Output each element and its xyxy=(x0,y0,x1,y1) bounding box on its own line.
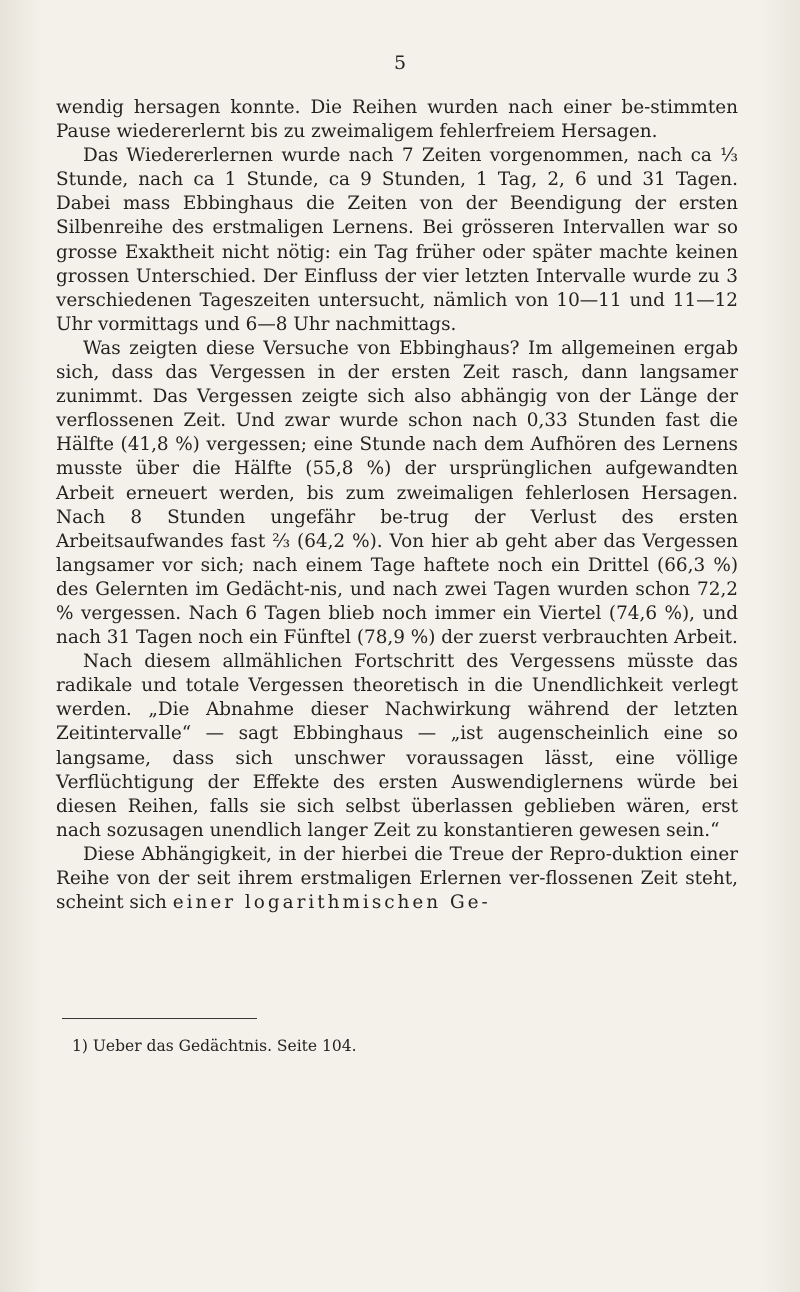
paragraph-2: Das Wiedererlernen wurde nach 7 Zeiten vorgenommen, nach ca ⅓ Stunde, nach ca 1 Stunde, ca 9 Stunden, 1 Tag, 2, 6 und 31 Tagen. Dabei mass Ebbinghaus die Zeiten von der Beendigung der ersten Silbenreihe des erstmaligen Lernens. Bei grösseren Intervallen war so grosse Exaktheit nicht nötig: ein Tag früher oder später machte keinen grossen Unterschied. Der Einfluss der vier letzten Intervalle wurde zu 3 verschiedenen Tageszeiten untersucht, nämlich von 10—11 und 11—12 Uhr vormittags und 6—8 Uhr nachmittags. xyxy=(56,145,738,335)
paragraph-4: Nach diesem allmählichen Fortschritt des Vergessens müsste das radikale und totale Vergessen theoretisch in die Unendlichkeit verlegt werden. „Die Abnahme dieser Nachwirkung während der letzten Zeitintervalle“ — sagt Ebbinghaus — „ist augenscheinlich eine so langsame, dass sich unschwer voraussagen lässt, eine völlige Verflüchtigung der Effekte des ersten Auswendiglernens würde bei diesen Reihen, falls sie sich selbst überlassen geblieben wären, erst nach sozusagen unendlich langer Zeit zu konstantieren gewesen sein.“ xyxy=(56,651,738,841)
paragraph-5 xyxy=(56,843,738,915)
footnote-rule xyxy=(62,1018,257,1019)
footnote xyxy=(72,1036,732,1056)
paragraph-5-text: Diese Abhängigkeit, in der hierbei die Treue der Repro-duktion einer Reihe von der seit ihrem erstmaligen Erlernen ver-flossenen Zeit steht, scheint sich xyxy=(56,843,738,914)
paragraph-3: Was zeigten diese Versuche von Ebbinghaus? Im allgemeinen ergab sich, dass das Vergessen in der ersten Zeit rasch, dann langsamer zunimmt. Das Vergessen zeigte sich also abhängig von der Länge der verflossenen Zeit. Und zwar wurde schon nach 0,33 Stunden fast die Hälfte (41,8 %) vergessen; eine Stunde nach dem Aufhören des Lernens musste über die Hälfte (55,8 %) der ursprünglichen aufgewandten Arbeit erneuert werden, bis zum zweimaligen fehlerlosen Hersagen. Nach 8 Stunden ungefähr be-trug der Verlust des ersten Arbeitsaufwandes fast ⅔ (64,2 %). Von hier ab geht aber das Vergessen langsamer vor sich; nach einem Tage haftete noch ein Drittel (66,3 %) des Gelernten im Gedächt-nis, und nach zwei Tagen wurden schon 72,2 % vergessen. Nach 6 Tagen blieb noch immer ein Viertel (74,6 %), und nach 31 Tagen noch ein Fünftel (78,9 %) der zuerst verbrauchten Arbeit. xyxy=(56,337,738,649)
footnote-text: Ueber das Gedächtnis. Seite 104. xyxy=(92,1037,357,1055)
paragraph-5-emphasis: einer logarithmischen Ge- xyxy=(172,892,491,914)
body-text xyxy=(56,96,738,915)
page-number: 5 xyxy=(393,52,407,74)
footnote-marker: 1) xyxy=(72,1037,88,1055)
paragraph-1: wendig hersagen konnte. Die Reihen wurden nach einer be-stimmten Pause wiedererlernt bis zu zweimaligem fehlerfreiem Hersagen. xyxy=(56,97,738,143)
